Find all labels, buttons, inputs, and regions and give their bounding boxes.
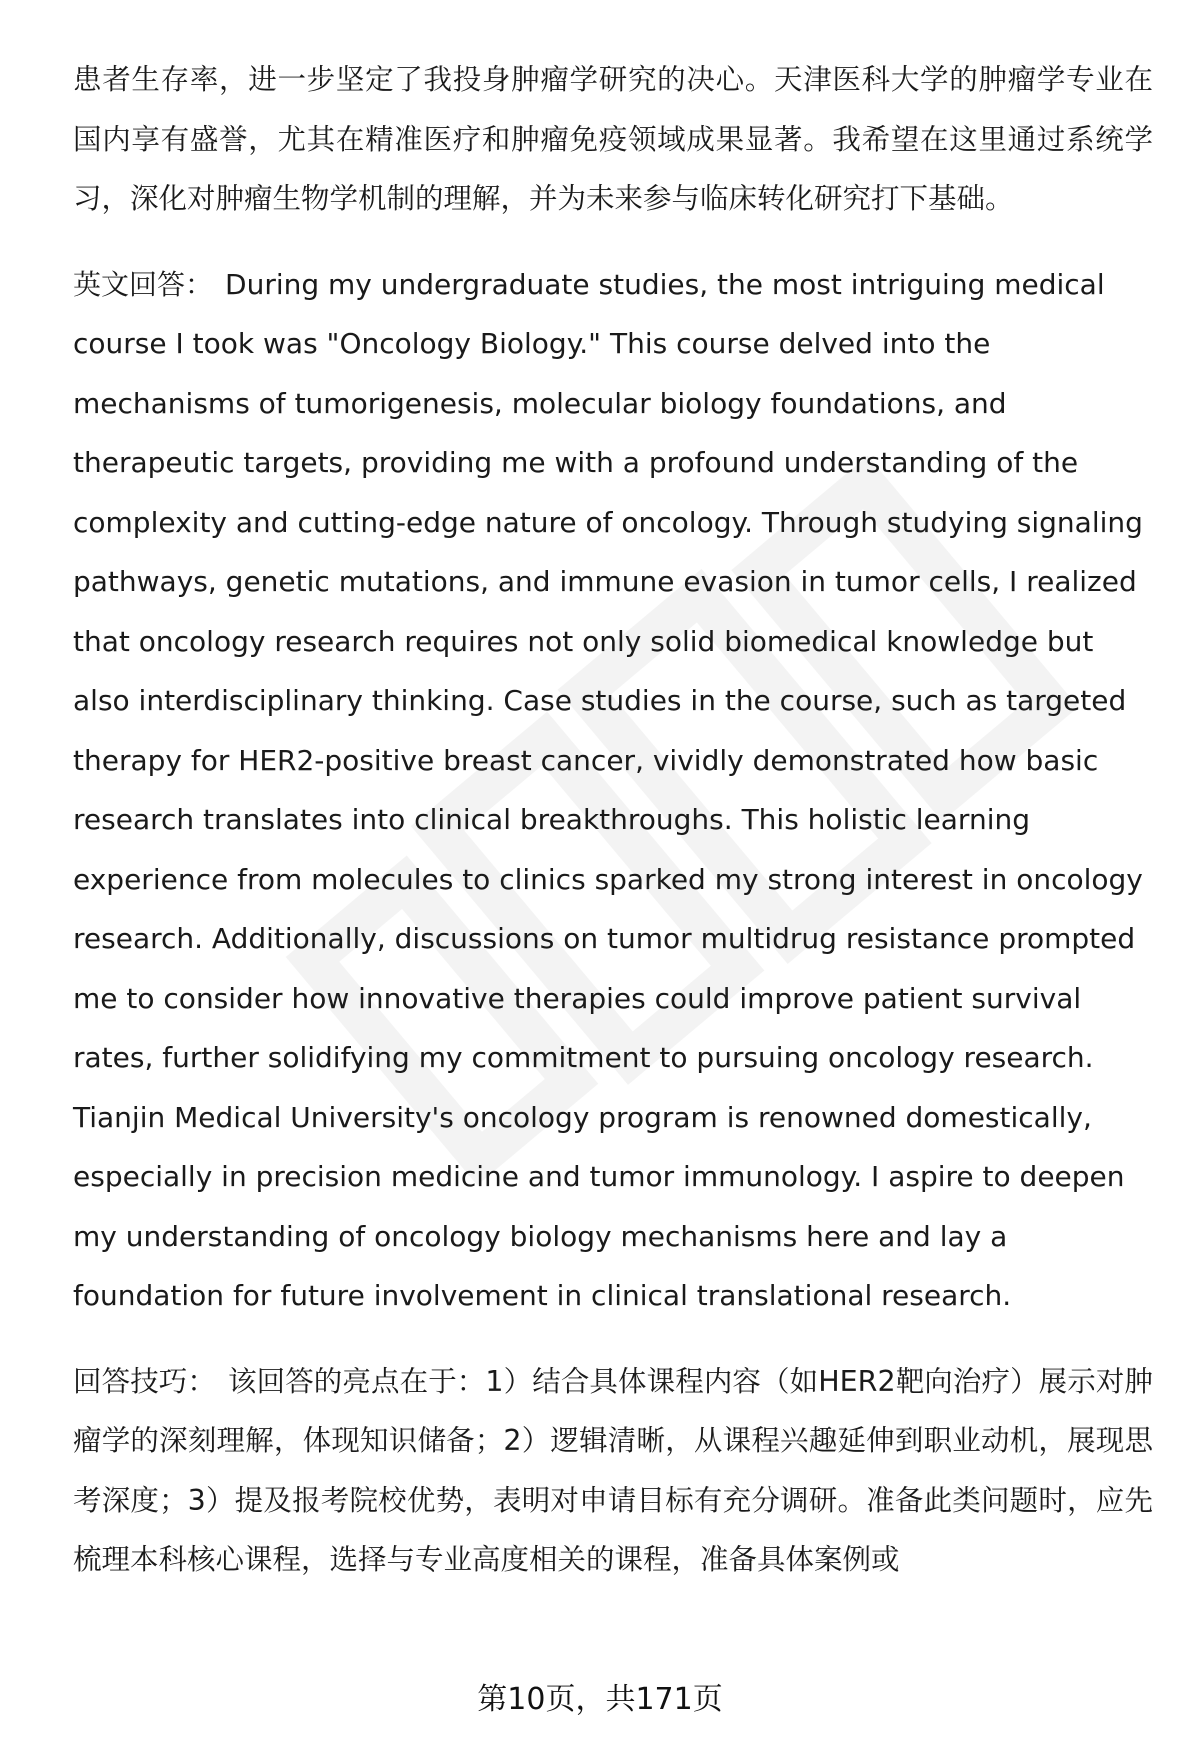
main-content <box>73 50 1153 1616</box>
answer-tips-label: 回答技巧： <box>73 1364 216 1398</box>
answer-tips-paragraph <box>73 1352 1153 1590</box>
english-answer-label: 英文回答： <box>73 267 214 301</box>
english-answer-paragraph <box>73 255 1153 1326</box>
answer-tips-text: 该回答的亮点在于：1）结合具体课程内容（如HER2靶向治疗）展示对肿瘤学的深刻理解，体现知识储备；2）逻辑清晰，从课程兴趣延伸到职业动机，展现思考深度；3）提及报考院校优势，表明对申请目标有充分调研。准备此类问题时，应先梳理本科核心课程，选择与专业高度相关的课程，准备具体案例或 <box>73 1364 1153 1576</box>
page-number-footer: 第10页，共171页 <box>477 1682 723 1717</box>
intro-chinese-paragraph: 患者生存率，进一步坚定了我投身肿瘤学研究的决心。天津医科大学的肿瘤学专业在国内享有盛誉，尤其在精准医疗和肿瘤免疫领域成果显著。我希望在这里通过系统学习，深化对肿瘤生物学机制的理解，并为未来参与临床转化研究打下基础。 <box>73 63 1153 215</box>
english-answer-text: During my undergraduate studies, the most intriguing medical course I took was "Oncology Biology." This course delved into the mechanisms of tumorigenesis, molecular biology foundations, and therapeutic targets, providing me with a profound understanding of the complexity and cutting-edge nature of oncology. Through studying signaling pathways, genetic mutations, and immune evasion in tumor cells, I realized that oncology research requires not only solid biomedical knowledge but also interdisciplinary thinking. Case studies in the course, such as targeted therapy for HER2-positive breast cancer, vividly demonstrated how basic research translates into clinical breakthroughs. This holistic learning experience from molecules to clinics sparked my strong interest in oncology research. Additionally, discussions on tumor multidrug resistance prompted me to consider how innovative therapies could improve patient survival rates, further solidifying my commitment to pursuing oncology research. Tianjin Medical University's oncology program is renowned domestically, especially in precision medicine and tumor immunology. I aspire to deepen my understanding of oncology biology mechanisms here and lay a foundation for future involvement in clinical translational research. <box>73 267 1143 1312</box>
